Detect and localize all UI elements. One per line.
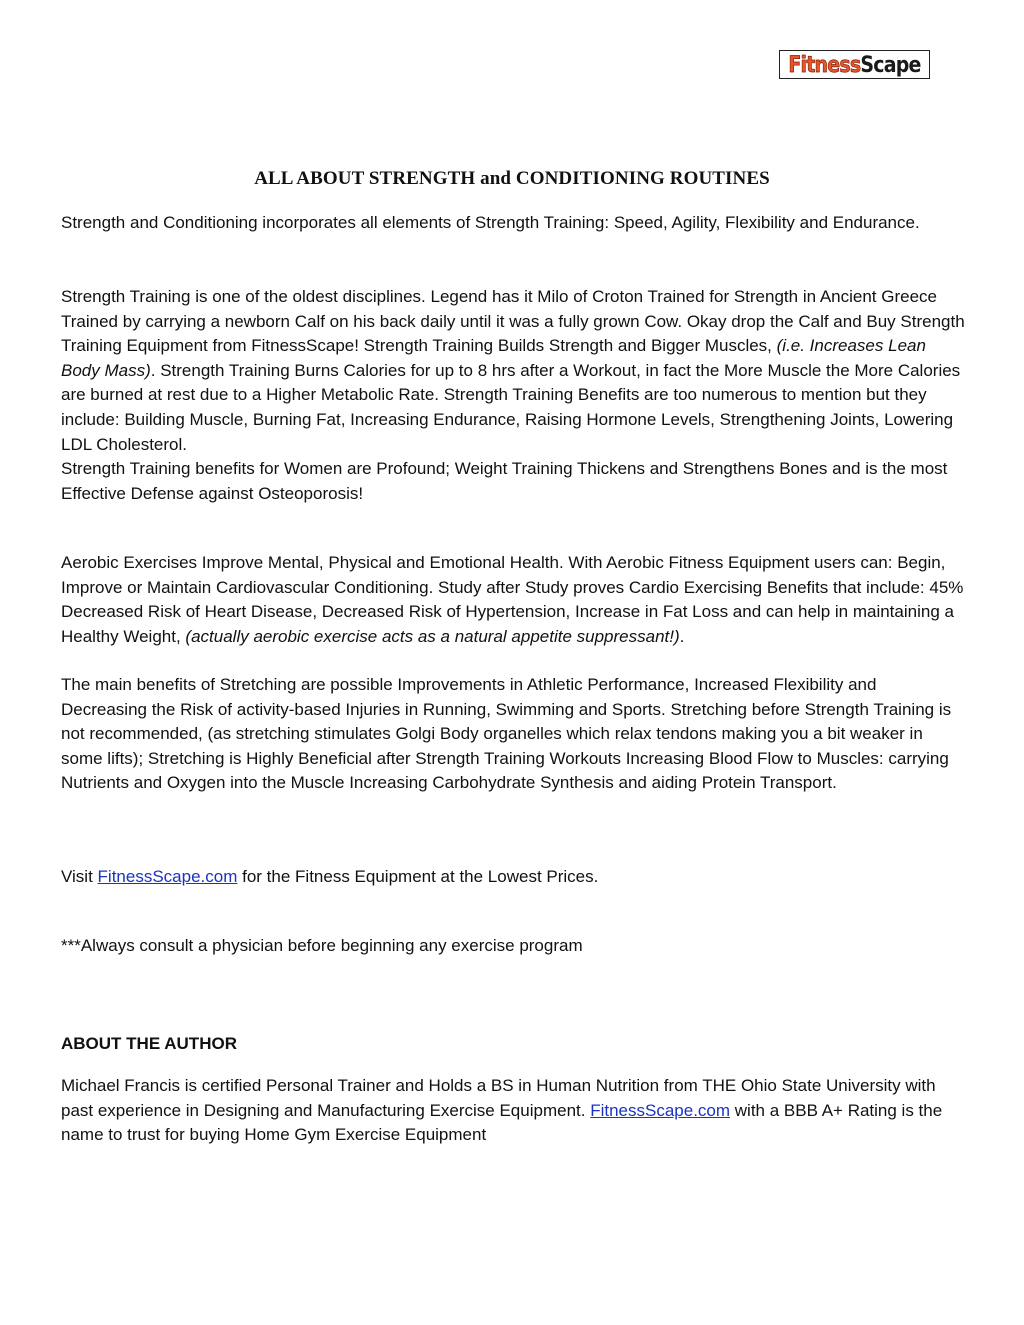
disclaimer: ***Always consult a physician before beginning any exercise program (61, 936, 583, 955)
lean-body-mass-note: (i.e. Increases Lean Body Mass) (61, 336, 926, 380)
intro-paragraph: Strength and Conditioning incorporates all elements of Strength Training: Speed, Agility, Flexibility and Endurance. (61, 213, 920, 232)
fitnessscape-logo (779, 50, 930, 79)
logo-wordmark: FitnessScape (788, 51, 921, 78)
author-heading: ABOUT THE AUTHOR (61, 1034, 237, 1053)
author-fitnessscape-link[interactable]: FitnessScape.com (590, 1100, 731, 1120)
aerobic-paragraph: Aerobic Exercises Improve Mental, Physical and Emotional Health. With Aerobic Fitness Equipment users can: Begin, Improve or Maintain Cardiovascular Conditioning. Study after Study proves Cardio Exercising Benefits that include: 45% Decreased Risk of Heart Disease, Decreased Risk of Hypertension, Increase in Fat Loss and can help in maintaining a Healthy Weight, (actually aerobic exercise acts as a natural appetite suppressant!). (61, 553, 964, 646)
women-paragraph: Strength Training benefits for Women are Profound; Weight Training Thickens and Strengthens Bones and is the most Effective Defense against Osteoporosis! (61, 459, 948, 503)
author-paragraph: Michael Francis is certified Personal Trainer and Holds a BS in Human Nutrition from THE Ohio State University with past experience in Designing and Manufacturing Exercise Equipment. FitnessScape.com with a BBB A+ Rating is the name to trust for buying Home Gym Exercise Equipment (61, 1076, 943, 1145)
strength-paragraph: Strength Training is one of the oldest disciplines. Legend has it Milo of Croton Trained for Strength in Ancient Greece Trained by carrying a newborn Calf on his back daily until it was a fully grown Cow. Okay drop the Calf and Buy Strength Training Equipment from FitnessScape! Strength Training Builds Strength and Bigger Muscles, (i.e. Increases Lean Body Mass). Strength Training Burns Calories for up to 8 hrs after a Workout, in fact the More Muscle the More Calories are burned at rest due to a Higher Metabolic Rate. Strength Training Benefits are too numerous to mention but they include: Building Muscle, Burning Fat, Increasing Endurance, Raising Hormone Levels, Strengthening Joints, Lowering LDL Cholesterol. Strength Training benefits for Women are Profound; Weight Training Thickens and Strengthens Bones and is the most Effective Defense against Osteoporosis! (61, 285, 966, 506)
page-title: ALL ABOUT STRENGTH and CONDITIONING ROUTINES (254, 168, 770, 189)
fitnessscape-link[interactable]: FitnessScape.com (97, 867, 238, 886)
visit-line: Visit FitnessScape.com for the Fitness Equipment at the Lowest Prices. (61, 867, 599, 886)
appetite-note: (actually aerobic exercise acts as a natural appetite suppressant!) (185, 626, 680, 646)
stretching-paragraph: The main benefits of Stretching are possible Improvements in Athletic Performance, Increased Flexibility and Decreasing the Risk of activity-based Injuries in Running, Swimming and Sports. Stretching before Strength Training is not recommended, (as stretching stimulates Golgi Body organelles which relax tendons making you a bit weaker in some lifts); Stretching is Highly Beneficial after Strength Training Workouts Increasing Blood Flow to Muscles: carrying Nutrients and Oxygen into the Muscle Increasing Carbohydrate Synthesis and aiding Protein Transport. (61, 675, 952, 793)
